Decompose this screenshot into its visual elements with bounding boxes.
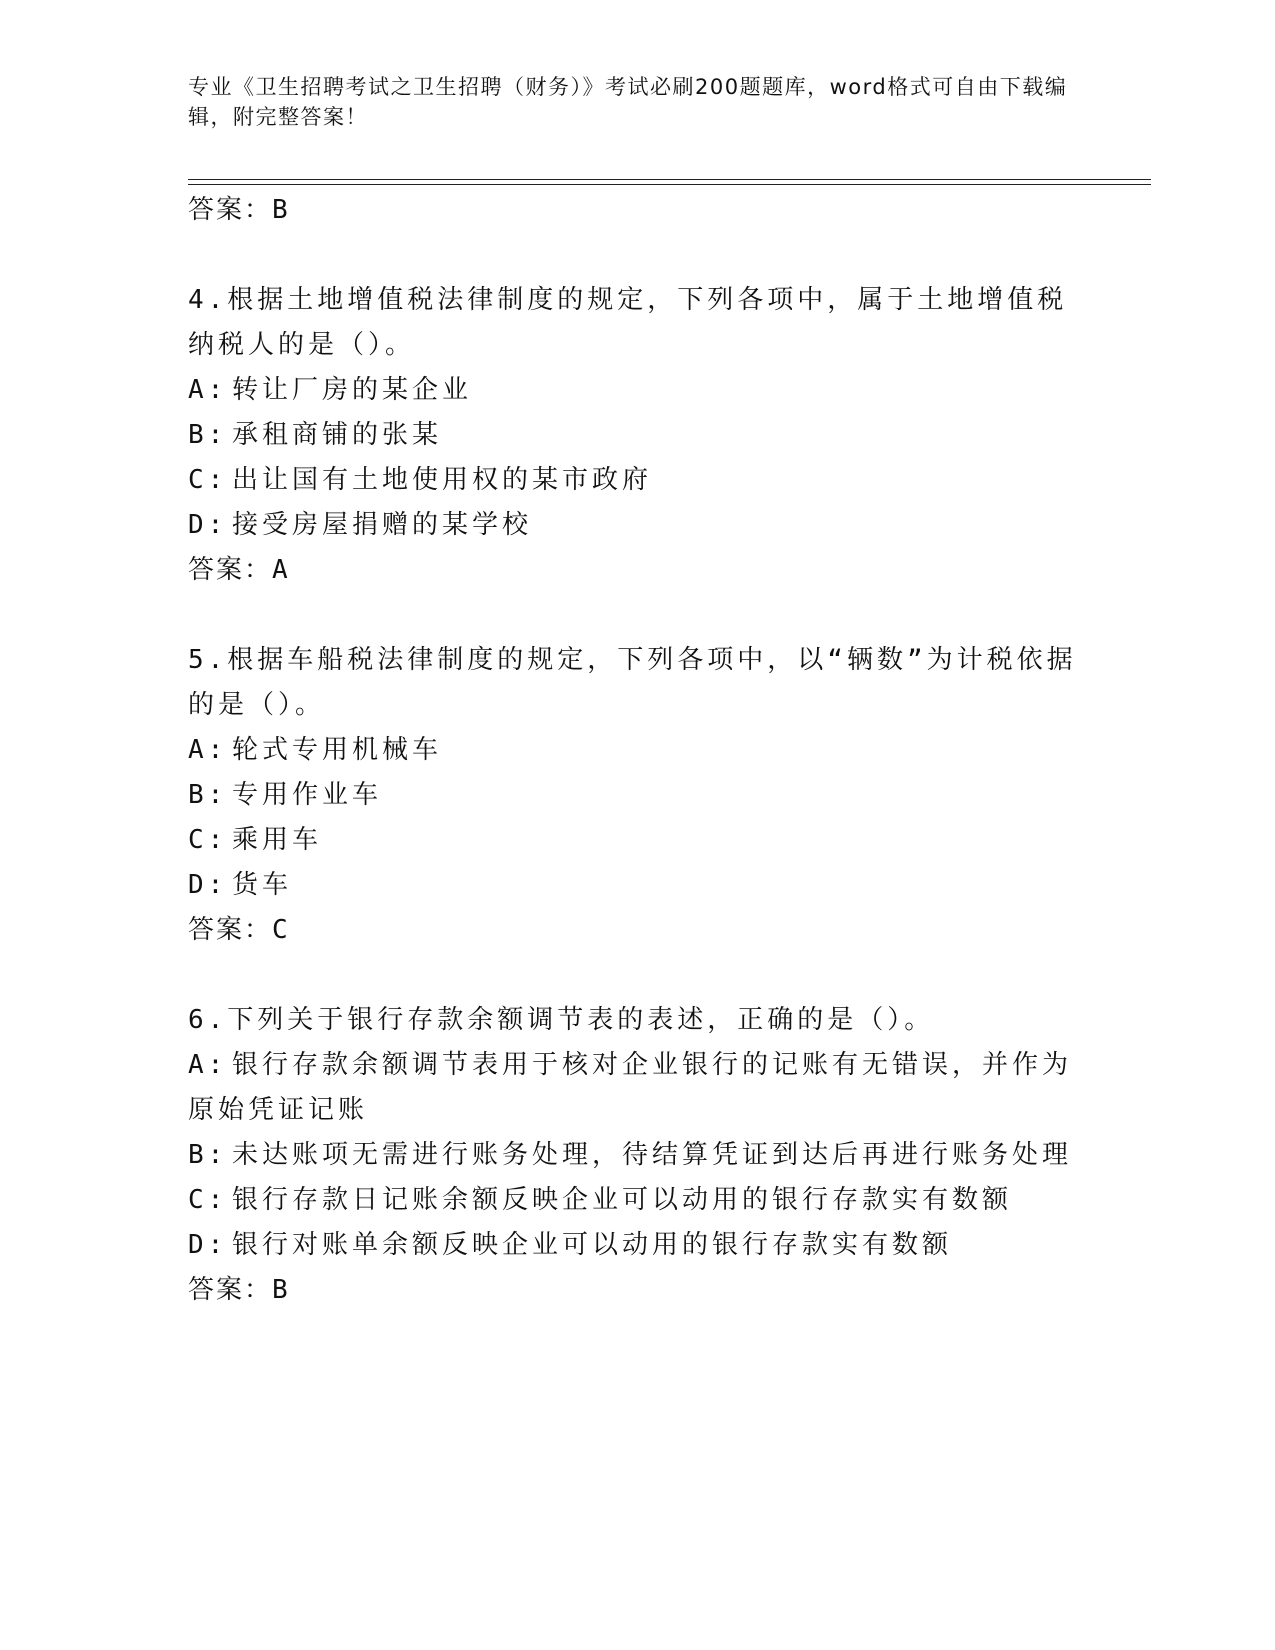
- question-block: [188, 278, 1088, 593]
- option-text: 接受房屋捐赠的某学校: [232, 510, 533, 540]
- option-text: 银行存款余额调节表用于核对企业银行的记账有无错误，并作为原始凭证记账: [188, 1050, 1073, 1125]
- spacer: [188, 593, 1088, 638]
- option-letter: C:: [188, 825, 228, 855]
- answer-line: [188, 1268, 1088, 1313]
- option-letter: D:: [188, 1230, 228, 1260]
- question-text: 4.根据土地增值税法律制度的规定，下列各项中，属于土地增值税纳税人的是（）。: [188, 285, 1068, 360]
- option-line: [188, 503, 1088, 548]
- answer-label: 答案：: [188, 195, 273, 225]
- option-letter: A:: [188, 735, 228, 765]
- answer-label: 答案：: [188, 915, 273, 945]
- question-text: 6.下列关于银行存款余额调节表的表述，正确的是（）。: [188, 1005, 935, 1035]
- option-text: 未达账项无需进行账务处理，待结算凭证到达后再进行账务处理: [232, 1140, 1073, 1170]
- option-line: [188, 458, 1088, 503]
- answer-value: B: [272, 1275, 290, 1305]
- spacer: [188, 233, 1088, 278]
- option-text: 货车: [232, 870, 293, 900]
- header-divider-top: [188, 179, 1151, 180]
- option-line: [188, 728, 1088, 773]
- option-text: 银行存款日记账余额反映企业可以动用的银行存款实有数额: [232, 1185, 1013, 1215]
- answer-value: A: [272, 555, 290, 585]
- option-line: [188, 1178, 1088, 1223]
- answer-line: [188, 908, 1088, 953]
- option-letter: D:: [188, 870, 228, 900]
- option-line: [188, 1133, 1088, 1178]
- answer-value: B: [272, 195, 290, 225]
- option-text: 乘用车: [232, 825, 323, 855]
- option-text: 银行对账单余额反映企业可以动用的银行存款实有数额: [232, 1230, 953, 1260]
- option-letter: A:: [188, 1050, 228, 1080]
- option-letter: A:: [188, 375, 228, 405]
- option-letter: C:: [188, 465, 228, 495]
- option-line: [188, 773, 1088, 818]
- option-line: [188, 413, 1088, 458]
- option-letter: D:: [188, 510, 228, 540]
- spacer: [188, 953, 1088, 998]
- answer-label: 答案：: [188, 555, 273, 585]
- question-text: 5.根据车船税法律制度的规定，下列各项中，以“辆数”为计税依据的是（）。: [188, 645, 1077, 720]
- option-text: 出让国有土地使用权的某市政府: [232, 465, 653, 495]
- option-text: 专用作业车: [232, 780, 383, 810]
- option-line: [188, 863, 1088, 908]
- option-text: 转让厂房的某企业: [232, 375, 473, 405]
- header-divider-bottom: [188, 184, 1151, 185]
- document-header: 专业《卫生招聘考试之卫生招聘（财务）》考试必刷200题题库，word格式可自由下载编辑，附完整答案！: [188, 75, 1068, 129]
- question-block: [188, 638, 1088, 953]
- option-line: [188, 368, 1088, 413]
- option-letter: C:: [188, 1185, 228, 1215]
- option-text: 承租商铺的张某: [232, 420, 443, 450]
- question-block: [188, 998, 1088, 1313]
- answer-label: 答案：: [188, 1275, 273, 1305]
- option-line: [188, 1043, 1088, 1133]
- option-letter: B:: [188, 420, 228, 450]
- option-letter: B:: [188, 780, 228, 810]
- option-text: 轮式专用机械车: [232, 735, 443, 765]
- answer-line: [188, 548, 1088, 593]
- question-list: [188, 188, 1088, 1313]
- answer-value: C: [272, 915, 290, 945]
- option-letter: B:: [188, 1140, 228, 1170]
- option-line: [188, 1223, 1088, 1268]
- answer-line: [188, 188, 1088, 233]
- option-line: [188, 818, 1088, 863]
